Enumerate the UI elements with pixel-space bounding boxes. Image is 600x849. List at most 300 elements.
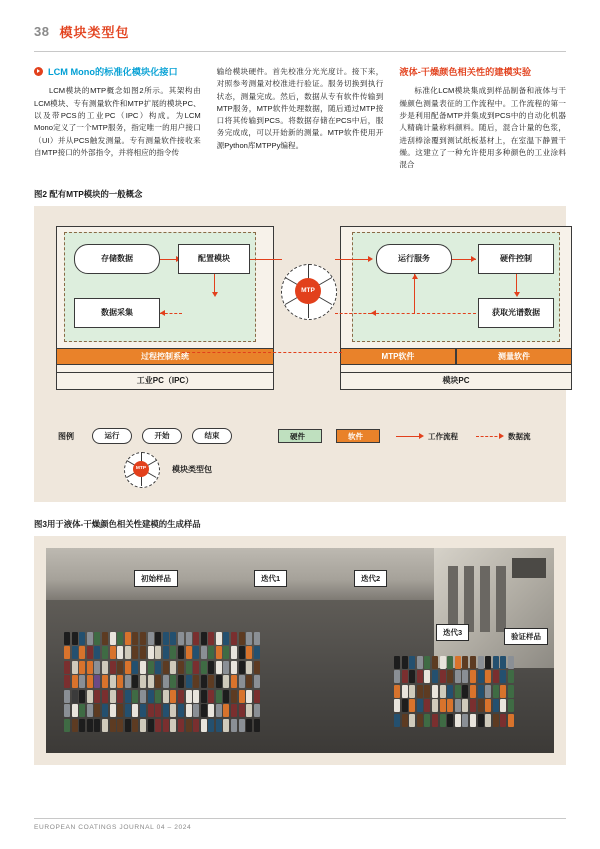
sample-card: [117, 661, 123, 674]
sample-card: [102, 704, 108, 717]
sample-card: [223, 632, 229, 645]
sample-card: [201, 646, 207, 659]
sample-card: [178, 690, 184, 703]
sample-card: [470, 714, 476, 727]
sample-card: [140, 646, 146, 659]
connector-config-to-hub: [250, 259, 282, 260]
machine-slot-4: [496, 566, 506, 632]
sample-card: [140, 719, 146, 732]
sample-card: [402, 699, 408, 712]
sample-card: [110, 646, 116, 659]
sample-card: [254, 704, 260, 717]
sample-card: [178, 704, 184, 717]
sample-card: [254, 690, 260, 703]
sample-card: [125, 646, 131, 659]
sample-card: [72, 704, 78, 717]
sample-card: [485, 714, 491, 727]
sample-card: [125, 704, 131, 717]
sample-card: [254, 646, 260, 659]
sample-card: [178, 719, 184, 732]
sample-card: [201, 719, 207, 732]
node-data-acquisition: 数据采集: [74, 298, 160, 328]
sample-card: [163, 675, 169, 688]
sample-card: [87, 661, 93, 674]
sample-card: [216, 719, 222, 732]
sample-card: [223, 719, 229, 732]
sample-card: [125, 661, 131, 674]
sample-card: [231, 661, 237, 674]
left-column-heading-text: LCM Mono的标准化模块化接口: [48, 67, 178, 77]
legend-label-dataflow: 数据流: [508, 431, 531, 441]
sample-card: [94, 632, 100, 645]
sample-card: [163, 690, 169, 703]
sample-card: [216, 632, 222, 645]
sample-card: [394, 670, 400, 683]
node-config-module: 配置模块: [178, 244, 250, 274]
sample-card: [117, 704, 123, 717]
sample-card: [493, 670, 499, 683]
sample-card: [239, 719, 245, 732]
legend-label-hardware: 硬件: [290, 431, 305, 441]
sample-card: [394, 699, 400, 712]
sample-card: [102, 661, 108, 674]
sample-card: [231, 675, 237, 688]
figure2-box: [34, 206, 566, 502]
column-right: [399, 66, 566, 172]
sample-card: [170, 646, 176, 659]
sample-card: [223, 675, 229, 688]
sample-card: [140, 704, 146, 717]
sample-card: [424, 699, 430, 712]
tag-initial-sample: 初始样品: [134, 570, 178, 587]
node-run-service: 运行服务: [376, 244, 452, 274]
sample-card: [163, 719, 169, 732]
sample-card: [402, 685, 408, 698]
sample-card: [186, 632, 192, 645]
sample-card: [447, 714, 453, 727]
sample-card: [193, 646, 199, 659]
sample-card: [79, 646, 85, 659]
sample-card: [117, 675, 123, 688]
sample-card: [508, 685, 514, 698]
sample-card: [155, 690, 161, 703]
sample-card: [216, 646, 222, 659]
sample-card: [148, 719, 154, 732]
sample-card: [417, 670, 423, 683]
sample-card: [201, 632, 207, 645]
sample-card: [102, 675, 108, 688]
sample-card: [117, 632, 123, 645]
sample-card: [455, 699, 461, 712]
sample-card: [155, 719, 161, 732]
sample-card: [148, 690, 154, 703]
sample-card: [201, 690, 207, 703]
sample-card: [110, 675, 116, 688]
sample-card: [478, 685, 484, 698]
sample-card: [155, 632, 161, 645]
sample-card: [87, 646, 93, 659]
sample-card: [201, 704, 207, 717]
sample-card: [455, 714, 461, 727]
sample-card: [246, 632, 252, 645]
sample-card: [155, 704, 161, 717]
sample-card: [186, 690, 192, 703]
sample-card: [64, 675, 70, 688]
legend-label-module-type-package: 模块类型包: [172, 464, 212, 474]
sample-card: [254, 675, 260, 688]
sample-card: [394, 685, 400, 698]
sample-card: [447, 670, 453, 683]
sample-card: [163, 704, 169, 717]
sample-card: [117, 719, 123, 732]
sample-card: [148, 632, 154, 645]
sample-card: [500, 656, 506, 669]
sample-card: [87, 719, 93, 732]
sample-card: [102, 690, 108, 703]
figure3-caption: 图3用于液体-干燥颜色相关性建模的生成样品: [34, 518, 201, 529]
sample-card: [447, 699, 453, 712]
sample-card: [246, 719, 252, 732]
sample-card: [478, 714, 484, 727]
legend-label-workflow: 工作流程: [428, 431, 458, 441]
page-footer: [34, 818, 566, 831]
sample-card: [72, 719, 78, 732]
sample-card: [239, 661, 245, 674]
sample-card: [186, 646, 192, 659]
tag-validation-sample: 验证样品: [504, 628, 548, 645]
sample-card: [223, 646, 229, 659]
tag-iteration-1: 迭代1: [254, 570, 287, 587]
sample-card: [94, 690, 100, 703]
sample-card: [478, 656, 484, 669]
sample-card: [455, 656, 461, 669]
tag-iteration-3: 迭代3: [436, 624, 469, 641]
sample-card: [508, 656, 514, 669]
sample-card: [417, 656, 423, 669]
sample-card: [470, 685, 476, 698]
connector-hub-dataflow: [335, 313, 371, 314]
band-process-control-system: 过程控制系统: [56, 348, 274, 365]
sample-card: [223, 690, 229, 703]
sample-card: [402, 670, 408, 683]
sample-card: [132, 632, 138, 645]
sample-card: [485, 685, 491, 698]
node-get-spectral-data: 获取光谱数据: [478, 298, 554, 328]
sample-card: [72, 661, 78, 674]
sample-card: [216, 690, 222, 703]
connector-run-up-head: [412, 274, 418, 279]
sample-card: [125, 675, 131, 688]
sample-card: [500, 699, 506, 712]
footer-divider: [34, 818, 566, 819]
machine-slot-1: [448, 566, 458, 632]
sample-card: [239, 632, 245, 645]
sample-card: [470, 656, 476, 669]
sample-card: [417, 699, 423, 712]
sample-card: [132, 646, 138, 659]
node-store-data: 存储数据: [74, 244, 160, 274]
sample-card: [193, 690, 199, 703]
sample-card: [140, 661, 146, 674]
sample-card: [508, 699, 514, 712]
sample-card: [79, 704, 85, 717]
sample-card: [201, 675, 207, 688]
sample-card: [87, 632, 93, 645]
sample-card: [208, 632, 214, 645]
sample-card: [125, 719, 131, 732]
sample-card: [432, 656, 438, 669]
figure3-photo: [46, 548, 554, 753]
sample-card: [500, 670, 506, 683]
sample-card: [447, 656, 453, 669]
sample-card: [493, 699, 499, 712]
sample-card: [110, 661, 116, 674]
legend-title: 图例: [58, 431, 74, 441]
sample-card: [79, 632, 85, 645]
band-measurement-software: 测量软件: [456, 348, 572, 365]
sample-card: [409, 699, 415, 712]
sample-card: [155, 661, 161, 674]
sample-card: [500, 685, 506, 698]
connector-hub-to-run-head: [368, 256, 373, 262]
sample-card: [223, 661, 229, 674]
page-header: [34, 0, 566, 47]
sample-card: [125, 690, 131, 703]
right-column-paragraph: 标准化LCM模块集成到样品制备和液体与干燥颜色测量表征的工作流程中。工作流程的第一步是利用配备MTP并集成到PCS中的自动化机器人精确计量称料颜料。随后，混合计量的色浆，进刮棒涂覆到测试纸板基材上，在室温下静置干燥。这建立了一种允许使用多种颜色的工业涂料混合: [399, 86, 567, 170]
right-column-heading-text: 液体-干燥颜色相关性的建模实验: [399, 67, 532, 77]
sample-card: [254, 719, 260, 732]
sample-card: [193, 675, 199, 688]
column-middle: [217, 66, 384, 172]
sample-card: [485, 699, 491, 712]
sample-card: [424, 685, 430, 698]
sample-card: [216, 704, 222, 717]
sample-card: [447, 685, 453, 698]
connector-bottom-dataflow: [182, 352, 342, 353]
sample-card: [102, 632, 108, 645]
sample-card: [231, 646, 237, 659]
sample-card: [216, 661, 222, 674]
sample-card: [462, 670, 468, 683]
sample-card: [132, 661, 138, 674]
sample-card: [79, 675, 85, 688]
sample-card: [79, 661, 85, 674]
sample-card: [132, 719, 138, 732]
sample-card: [231, 632, 237, 645]
sample-card: [64, 690, 70, 703]
sample-card: [493, 656, 499, 669]
middle-column-paragraph: 输给模块硬件。首先校准分光光度计。接下来，对照参考测量对校准进行验证。服务切换到执行状态，测量完成。然后，数据从专有软件传输到MTP服务，MTP软件处理数据，随后通过MTP接口将其传输到PCS。将数据存储在PCS中后，服务完成成，可以开始新的测量。MTP软件使用开源Python库MTPPy编程。: [216, 67, 384, 150]
sample-card: [193, 704, 199, 717]
sample-card: [254, 661, 260, 674]
sample-card: [178, 661, 184, 674]
sample-card: [193, 661, 199, 674]
sample-card: [208, 646, 214, 659]
sample-card: [64, 661, 70, 674]
sample-card: [440, 656, 446, 669]
sample-card: [231, 704, 237, 717]
sample-card: [186, 704, 192, 717]
sample-card: [64, 704, 70, 717]
connector-config-down-head: [212, 292, 218, 297]
sample-card: [170, 675, 176, 688]
sample-card: [485, 656, 491, 669]
sample-card: [155, 675, 161, 688]
sample-card: [140, 632, 146, 645]
sample-card: [208, 675, 214, 688]
sample-card: [64, 632, 70, 645]
right-column-heading: [399, 66, 566, 78]
sample-card: [79, 690, 85, 703]
sample-card: [440, 670, 446, 683]
sample-card: [246, 661, 252, 674]
sample-card: [155, 646, 161, 659]
sample-card: [170, 661, 176, 674]
legend-state-start: 开始: [142, 428, 182, 444]
sample-card: [432, 699, 438, 712]
sample-card: [239, 690, 245, 703]
legend-label-software: 软件: [348, 431, 363, 441]
sample-card: [72, 632, 78, 645]
sample-card: [148, 646, 154, 659]
sample-card: [132, 704, 138, 717]
sample-card: [193, 632, 199, 645]
sample-card: [254, 632, 260, 645]
sample-card: [64, 646, 70, 659]
sample-card: [87, 675, 93, 688]
sample-card: [94, 661, 100, 674]
connector-run-to-hardware-head: [471, 256, 476, 262]
sample-card: [79, 719, 85, 732]
sample-card: [246, 690, 252, 703]
sample-card: [470, 699, 476, 712]
sample-card: [462, 699, 468, 712]
sample-card: [186, 719, 192, 732]
sample-card: [478, 699, 484, 712]
sample-card: [132, 675, 138, 688]
sample-card: [201, 661, 207, 674]
sample-card: [432, 670, 438, 683]
machine-slot-2: [464, 566, 474, 632]
sample-card: [72, 646, 78, 659]
connector-config-down: [214, 274, 215, 294]
column-left: [34, 66, 201, 172]
sample-card: [508, 714, 514, 727]
sample-card: [485, 670, 491, 683]
sample-card: [94, 646, 100, 659]
sample-card: [417, 685, 423, 698]
sample-card: [462, 714, 468, 727]
sample-card: [102, 719, 108, 732]
connector-hardware-down: [516, 274, 517, 294]
figure2-legend: [50, 428, 550, 490]
machine-slot-3: [480, 566, 490, 632]
sample-card: [208, 661, 214, 674]
sample-card: [148, 675, 154, 688]
sample-card: [239, 646, 245, 659]
photo-robot-machine: [434, 548, 554, 668]
sample-card: [102, 646, 108, 659]
page-number: 38: [34, 24, 50, 39]
legend-arrow-dataflow-head: [499, 433, 504, 439]
sample-card: [208, 690, 214, 703]
sample-card-grid-right: [394, 656, 514, 727]
sample-card: [110, 719, 116, 732]
sample-card: [148, 704, 154, 717]
connector-hub-to-run: [335, 259, 371, 260]
sample-card: [170, 632, 176, 645]
panel-footer-industrial-pc: 工业PC（IPC）: [56, 372, 274, 390]
legend-arrow-workflow-head: [419, 433, 424, 439]
sample-card: [409, 685, 415, 698]
section-title: 模块类型包: [59, 25, 130, 40]
sample-card: [186, 675, 192, 688]
mtp-hub: [281, 264, 335, 318]
article-columns: [34, 66, 566, 172]
sample-card: [110, 690, 116, 703]
sample-card: [440, 685, 446, 698]
sample-card: [470, 670, 476, 683]
sample-card: [417, 714, 423, 727]
sample-card: [424, 714, 430, 727]
sample-card-grid-main: [64, 632, 260, 733]
sample-card: [493, 714, 499, 727]
sample-card: [87, 690, 93, 703]
legend-state-running: 运行: [92, 428, 132, 444]
legend-mtp-hub: [124, 452, 158, 486]
sample-card: [110, 704, 116, 717]
sample-card: [231, 690, 237, 703]
sample-card: [178, 675, 184, 688]
sample-card: [424, 656, 430, 669]
sample-card: [409, 670, 415, 683]
sample-card: [178, 632, 184, 645]
legend-state-end: 结束: [192, 428, 232, 444]
sample-card: [462, 685, 468, 698]
sample-card: [246, 646, 252, 659]
sample-card: [125, 632, 131, 645]
sample-card: [424, 670, 430, 683]
sample-card: [163, 632, 169, 645]
sample-card: [440, 714, 446, 727]
header-divider: [34, 51, 566, 52]
figure2-caption: 图2 配有MTP模块的一般概念: [34, 188, 143, 199]
sample-card: [178, 646, 184, 659]
sample-card: [170, 704, 176, 717]
sample-card: [140, 675, 146, 688]
sample-card: [409, 714, 415, 727]
sample-card: [94, 704, 100, 717]
sample-card: [409, 656, 415, 669]
sample-card: [455, 685, 461, 698]
sample-card: [455, 670, 461, 683]
sample-card: [402, 656, 408, 669]
sample-card: [208, 719, 214, 732]
sample-card: [94, 719, 100, 732]
sample-card: [223, 704, 229, 717]
sample-card: [246, 675, 252, 688]
connector-spectral-head: [371, 310, 376, 316]
left-column-heading: [34, 66, 201, 78]
mtp-hub-core-label: MTP: [295, 278, 321, 304]
sample-card: [239, 675, 245, 688]
sample-card: [216, 675, 222, 688]
sample-card: [163, 661, 169, 674]
sample-card: [94, 675, 100, 688]
sample-card: [117, 646, 123, 659]
sample-card: [208, 704, 214, 717]
sample-card: [500, 714, 506, 727]
